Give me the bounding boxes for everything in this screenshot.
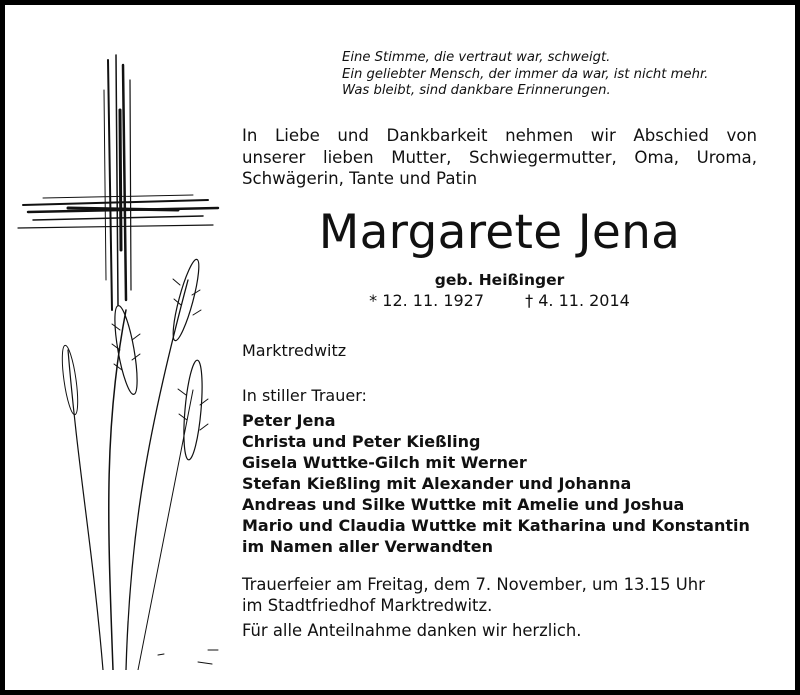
intro-line: unserer lieben Mutter, Schwiegermutter, Oma, Uroma, <box>242 147 757 167</box>
poem <box>342 50 782 100</box>
thanks-line: Für alle Anteilnahme danken wir herzlich. <box>242 621 582 640</box>
mourner: Christa und Peter Kießling <box>242 432 481 451</box>
mourner: Peter Jena <box>242 411 336 430</box>
mourners-list <box>242 410 750 557</box>
mourner: Stefan Kießling mit Alexander und Johanna <box>242 474 632 493</box>
place: Marktredwitz <box>242 341 347 360</box>
mourner: Andreas und Silke Wuttke mit Amelie und Joshua <box>242 495 685 514</box>
service-line: im Stadtfriedhof Marktredwitz. <box>242 595 493 615</box>
mourning-label: In stiller Trauer: <box>242 386 367 405</box>
mourner: Gisela Wuttke-Gilch mit Werner <box>242 453 527 472</box>
poem-line: Ein geliebter Mensch, der immer da war, ist nicht mehr. <box>342 66 709 82</box>
mourner: Mario und Claudia Wuttke mit Katharina und Konstantin <box>242 516 750 535</box>
birth-name: geb. Heißinger <box>434 271 565 289</box>
intro-line: Schwägerin, Tante und Patin <box>242 169 478 188</box>
death-date: † 4. 11. 2014 <box>525 291 630 310</box>
service-line: Trauerfeier am Freitag, dem 7. November, um 13.15 Uhr <box>242 575 705 594</box>
intro-text <box>242 125 757 190</box>
cross-and-wheat-illustration <box>8 50 243 670</box>
poem-line: Eine Stimme, die vertraut war, schweigt. <box>342 50 611 65</box>
poem-line: Was bleibt, sind dankbare Erinnerungen. <box>342 83 611 98</box>
mourner: im Namen aller Verwandten <box>242 537 494 556</box>
intro-line: In Liebe und Dankbarkeit nehmen wir Abschied von <box>242 126 757 145</box>
birth-date: * 12. 11. 1927 <box>369 291 485 310</box>
deceased-name: Margarete Jena <box>318 205 681 260</box>
funeral-service-info <box>242 575 705 616</box>
life-dates <box>242 291 757 310</box>
